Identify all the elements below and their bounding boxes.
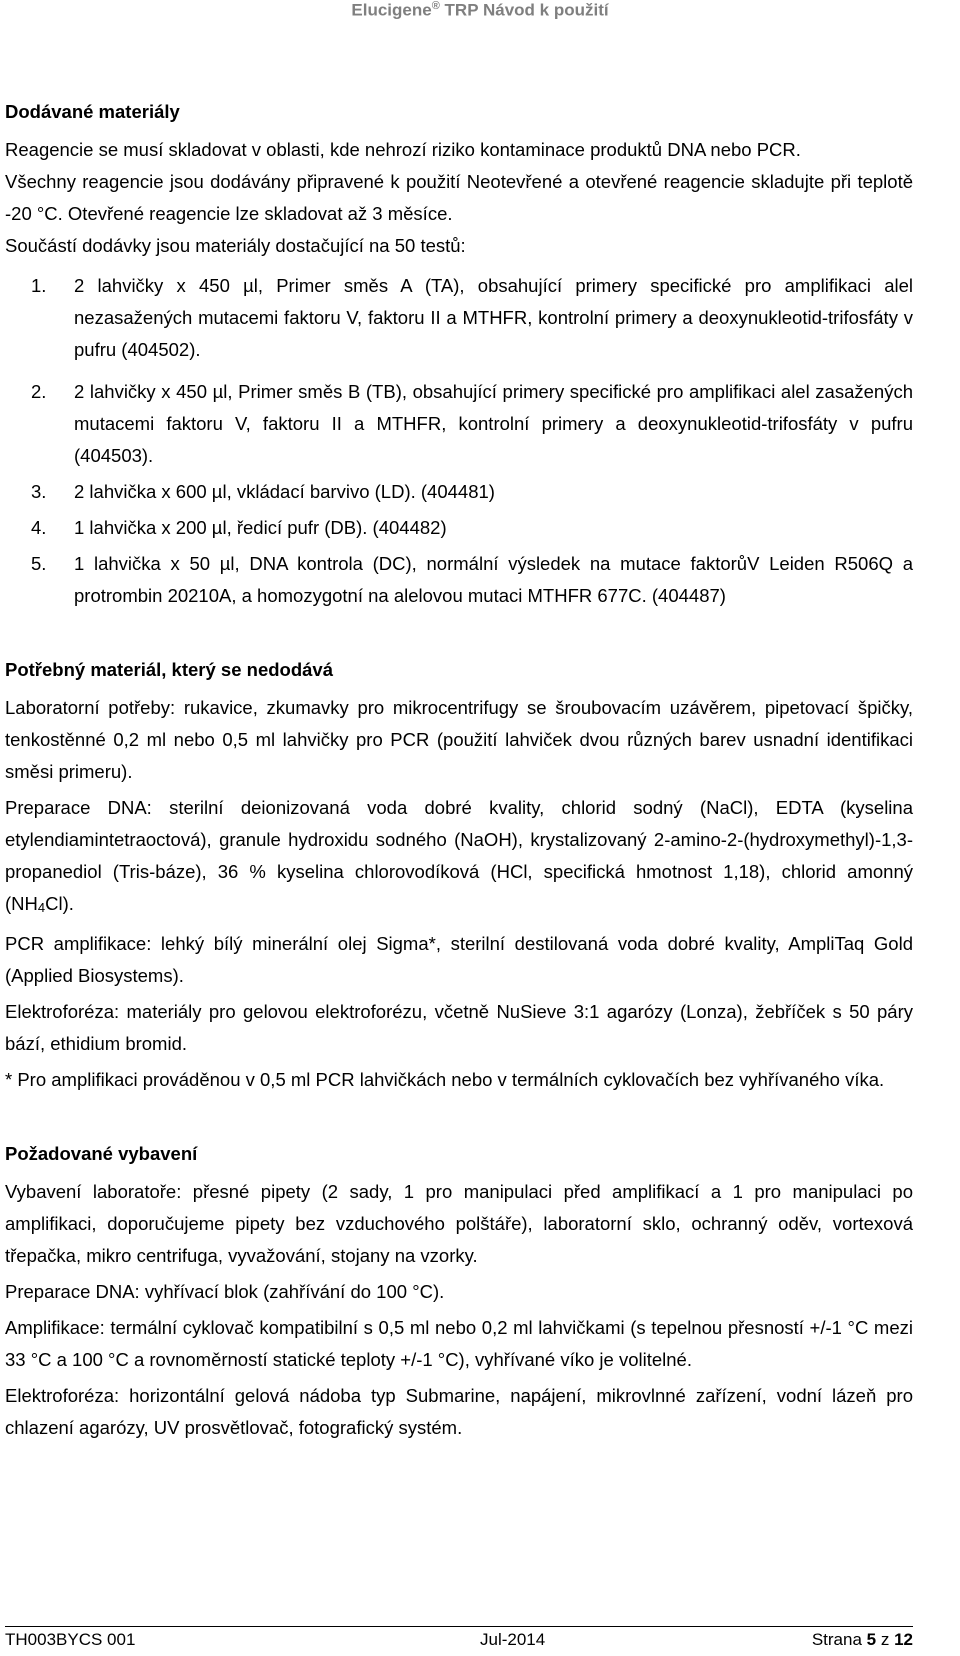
paragraph: Reagencie se musí skladovat v oblasti, kde nehrozí riziko kontaminace produktů DNA nebo PCR. [5, 139, 801, 160]
paragraph [5, 792, 913, 924]
paragraph: Amplifikace: termální cyklovač kompatibilní s 0,5 ml nebo 0,2 ml lahvičkami (s tepelnou přesností +/-1 °C mezi 33 °C a 100 °C a rovnoměrností statické teploty +/-1 °C), vyhřívané víko je volitelné. [5, 1317, 913, 1370]
list-item-text: 2 lahvičky x 450 µl, Primer směs B (TB), obsahující primery specifické pro amplifikaci alel zasažených mutacemi faktoru V, faktoru II a MTHFR, kontrolní primery a deoxynukleotid-trifosfáty v pufru (404503). [74, 381, 913, 466]
paragraph-text: Preparace DNA: sterilní deionizovaná voda dobré kvality, chlorid sodný (NaCl), EDTA (kyselina etylendiamintetraoctová), granule hydroxidu sodného (NaOH), krystalizovaný 2-amino-2-(hydroxymethyl)-1,3-propanediol (Tris-báze), 36 % kyselina chlorovodíková (HCl, specifická hmotnost 1,18), chlorid amonný (NH [5, 797, 913, 914]
list-item-number: 1. [31, 275, 47, 296]
subscript: 4 [37, 900, 46, 915]
list-item [5, 476, 913, 508]
list-item-text: 2 lahvička x 600 µl, vkládací barvivo (LD). (404481) [74, 481, 495, 502]
paragraph: PCR amplifikace: lehký bílý minerální olej Sigma*, sterilní destilovaná voda dobré kvality, AmpliTaq Gold (Applied Biosystems). [5, 933, 913, 986]
registered-mark: ® [431, 0, 440, 12]
list-item [5, 512, 913, 544]
header-title: TRP Návod k použití [439, 0, 609, 20]
list-item-number: 3. [31, 481, 47, 502]
page-of: z [880, 1630, 890, 1649]
paragraph: Všechny reagencie jsou dodávány připravené k použití Neotevřené a otevřené reagencie skladujte při teplotě -20 °C. Otevřené reagencie lze skladovat až 3 měsíce. [5, 171, 913, 224]
header-brand: Elucigene [351, 0, 432, 20]
section-heading-supplied: Dodávané materiály [5, 101, 180, 122]
list-item [5, 548, 913, 612]
paragraph: * Pro amplifikaci prováděnou v 0,5 ml PCR lahvičkách nebo v termálních cyklovačích bez vyhřívaného víka. [5, 1069, 885, 1090]
paragraph: Elektroforéza: materiály pro gelovou elektroforézu, včetně NuSieve 3:1 agarózy (Lonza), žebříček s 50 páry bází, ethidium bromid. [5, 1001, 913, 1054]
list-item-number: 4. [31, 517, 47, 538]
page-label: Strana [811, 1630, 862, 1649]
page-header [0, 0, 960, 21]
list-item-text: 1 lahvička x 200 µl, ředicí pufr (DB). (404482) [74, 517, 447, 538]
list-item-text: 1 lahvička x 50 µl, DNA kontrola (DC), normální výsledek na mutace faktorůV Leiden R506Q a protrombin 20210A, a homozygotní na alelovou mutaci MTHFR 677C. (404487) [74, 553, 913, 606]
document-body [5, 96, 913, 1444]
page-current: 5 [866, 1630, 877, 1649]
supplied-items-list [5, 270, 913, 612]
paragraph: Laboratorní potřeby: rukavice, zkumavky pro mikrocentrifugy se šroubovacím uzávěrem, pipetovací špičky, tenkostěnné 0,2 ml nebo 0,5 ml lahvičky pro PCR (použití lahviček dvou různých barev usnadní identifikaci směsi primeru). [5, 697, 913, 782]
section-heading-equipment: Požadované vybavení [5, 1143, 198, 1164]
page-total: 12 [894, 1630, 913, 1649]
paragraph-text: Cl). [45, 893, 74, 914]
page-footer [5, 1626, 913, 1649]
list-item [5, 376, 913, 472]
list-item-text: 2 lahvičky x 450 µl, Primer směs A (TA), obsahující primery specifické pro amplifikaci alel nezasažených mutacemi faktoru V, faktoru II a MTHFR, kontrolní primery a deoxynukleotid-trifosfáty v pufru (404502). [74, 275, 913, 360]
list-item-number: 2. [31, 381, 47, 402]
list-item-number: 5. [31, 553, 47, 574]
footer-page-number [812, 1629, 913, 1651]
paragraph: Vybavení laboratoře: přesné pipety (2 sady, 1 pro manipulaci před amplifikací a 1 pro manipulaci po amplifikaci, doporučujeme pipety bez vzduchového polštáře), laboratorní sklo, ochranný oděv, vortexová třepačka, mikro centrifuga, vyvažování, stojany na vzorky. [5, 1181, 913, 1266]
section-heading-not-supplied: Potřebný materiál, který se nedodává [5, 659, 333, 680]
list-item [5, 270, 913, 366]
paragraph: Preparace DNA: vyhřívací blok (zahřívání do 100 °C). [5, 1281, 445, 1302]
footer-doc-code: TH003BYCS 001 [5, 1630, 136, 1649]
paragraph: Elektroforéza: horizontální gelová nádoba typ Submarine, napájení, mikrovlnné zařízení, vodní lázeň pro chlazení agarózy, UV prosvětlovač, fotografický systém. [5, 1385, 913, 1438]
paragraph: Součástí dodávky jsou materiály dostačující na 50 testů: [5, 235, 466, 256]
footer-date: Jul-2014 [480, 1630, 546, 1649]
